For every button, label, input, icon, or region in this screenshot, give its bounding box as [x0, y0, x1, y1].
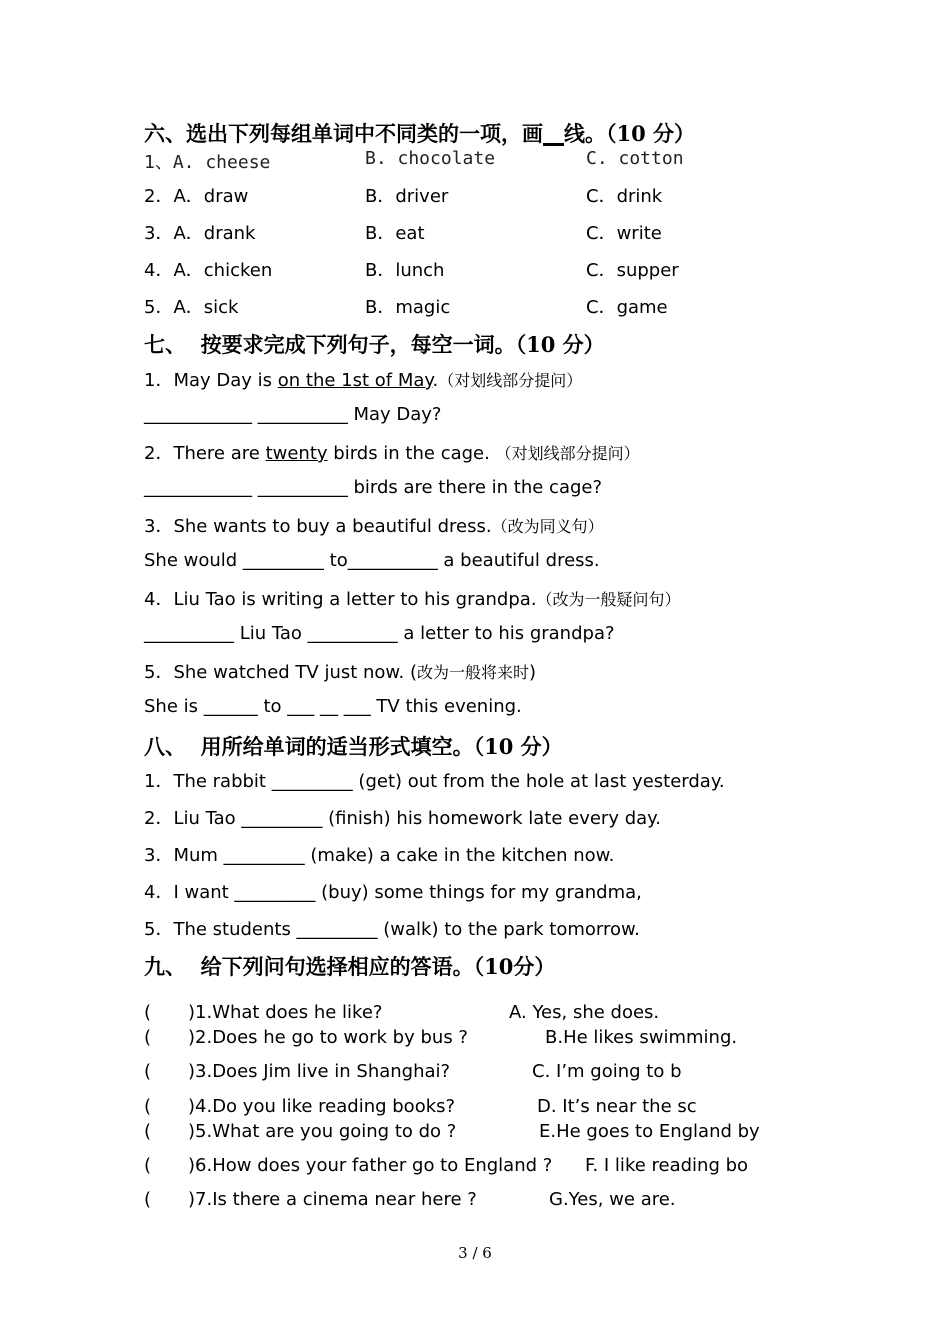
- s9-bracket-4: (: [144, 1096, 152, 1117]
- s6-row4-a: 4．A．chicken: [144, 260, 273, 281]
- section-6-title-blank: __: [543, 121, 564, 146]
- s7-q5: [144, 658, 536, 684]
- s7-q5-text: 5．She watched TV just now. (: [144, 662, 417, 683]
- s6-row2-b: B．driver: [365, 186, 449, 207]
- s8-item-1: 1．The rabbit _________ (get) out from the hole at last yesterday.: [144, 771, 725, 792]
- s6-row1-a: 1、A. cheese: [144, 152, 271, 173]
- s8-item-5: 5．The students _________ (walk) to the park tomorrow.: [144, 919, 640, 940]
- s9-question-3: )3.Does Jim live in Shanghai?: [188, 1061, 451, 1082]
- s6-row5-c: C．game: [586, 297, 668, 318]
- s9-bracket-6: (: [144, 1155, 152, 1176]
- s6-row3-c: C．write: [586, 223, 662, 244]
- s7-q2: [144, 439, 640, 465]
- s8-item-3: 3．Mum _________ (make) a cake in the kitchen now.: [144, 845, 615, 866]
- s6-row4-b: B．lunch: [365, 260, 445, 281]
- s7-a4: __________ Liu Tao __________ a letter to his grandpa?: [144, 623, 615, 644]
- s7-q3-text: 3．She wants to buy a beautiful dress.: [144, 516, 492, 537]
- s9-bracket-1: (: [144, 1002, 152, 1023]
- s9-answer-d: D. It’s near the sc: [537, 1096, 697, 1117]
- section-7-title: 七、 按要求完成下列句子，每空一词。（10 分）: [144, 332, 605, 357]
- section-6-title-part-a: 六、选出下列每组单词中不同类的一项，画: [144, 121, 543, 146]
- s7-q4-text: 4．Liu Tao is writing a letter to his grandpa.: [144, 589, 537, 610]
- s7-a5: She is ______ to ___ __ ___ TV this evening.: [144, 696, 522, 717]
- s9-bracket-7: (: [144, 1189, 152, 1210]
- s6-row1-b: B. chocolate: [365, 148, 496, 169]
- s7-q2-underlined: twenty: [265, 443, 328, 464]
- s7-q5-end: ): [529, 662, 537, 683]
- s9-answer-b: B.He likes swimming.: [545, 1027, 738, 1048]
- section-8-title: 八、 用所给单词的适当形式填空。（10 分）: [144, 734, 563, 759]
- s7-q1-post: .: [432, 370, 439, 391]
- page-number: 3 / 6: [458, 1244, 492, 1262]
- s8-item-2: 2．Liu Tao _________ (finish) his homework late every day.: [144, 808, 661, 829]
- s7-q3: [144, 512, 604, 538]
- s9-bracket-2: (: [144, 1027, 152, 1048]
- s7-q2-post: birds in the cage.: [327, 443, 496, 464]
- s6-row2-c: C．drink: [586, 186, 663, 207]
- s7-q4: [144, 585, 681, 611]
- s9-question-1: )1.What does he like?: [188, 1002, 383, 1023]
- s7-a2: ____________ __________ birds are there in the cage?: [144, 477, 603, 498]
- section-6-title-part-b: 线。（10 分）: [564, 121, 696, 146]
- s9-answer-a: A. Yes, she does.: [509, 1002, 660, 1023]
- s7-a3: She would _________ to__________ a beautiful dress.: [144, 550, 600, 571]
- s6-row5-b: B．magic: [365, 297, 451, 318]
- s7-q3-note: （改为同义句）: [491, 517, 604, 536]
- s6-row4-c: C．supper: [586, 260, 679, 281]
- s9-bracket-3: (: [144, 1061, 152, 1082]
- s7-q2-pre: 2．There are: [144, 443, 266, 464]
- s9-question-7: )7.Is there a cinema near here ?: [188, 1189, 477, 1210]
- s9-answer-g: G.Yes, we are.: [549, 1189, 676, 1210]
- s9-bracket-5: (: [144, 1121, 152, 1142]
- s6-row3-a: 3．A．drank: [144, 223, 256, 244]
- s7-q1-underlined: on the 1st of May: [277, 370, 433, 391]
- s9-question-4: )4.Do you like reading books?: [188, 1096, 456, 1117]
- s8-item-4: 4．I want _________ (buy) some things for my grandma,: [144, 882, 642, 903]
- s6-row3-b: B．eat: [365, 223, 425, 244]
- s7-a1: ____________ __________ May Day?: [144, 404, 442, 425]
- s6-row2-a: 2．A．draw: [144, 186, 249, 207]
- s7-q1-note: （对划线部分提问）: [438, 371, 583, 390]
- s9-answer-c: C. I’m going to b: [532, 1061, 682, 1082]
- s9-question-6: )6.How does your father go to England ?: [188, 1155, 553, 1176]
- s9-answer-f: F. I like reading bo: [585, 1155, 749, 1176]
- s7-q1-pre: 1．May Day is: [144, 370, 278, 391]
- s6-row1-c: C. cotton: [586, 148, 684, 169]
- s7-q5-note: 改为一般将来时: [416, 663, 529, 682]
- s9-question-5: )5.What are you going to do ?: [188, 1121, 457, 1142]
- s6-row5-a: 5．A．sick: [144, 297, 239, 318]
- s9-answer-e: E.He goes to England by: [539, 1121, 760, 1142]
- section-6-title: [144, 118, 695, 148]
- s7-q1: [144, 366, 582, 392]
- s7-q4-note: （改为一般疑问句）: [536, 590, 681, 609]
- s7-q2-note: （对划线部分提问）: [495, 444, 640, 463]
- s9-question-2: )2.Does he go to work by bus ?: [188, 1027, 468, 1048]
- section-9-title: 九、 给下列问句选择相应的答语。（10分）: [144, 954, 556, 979]
